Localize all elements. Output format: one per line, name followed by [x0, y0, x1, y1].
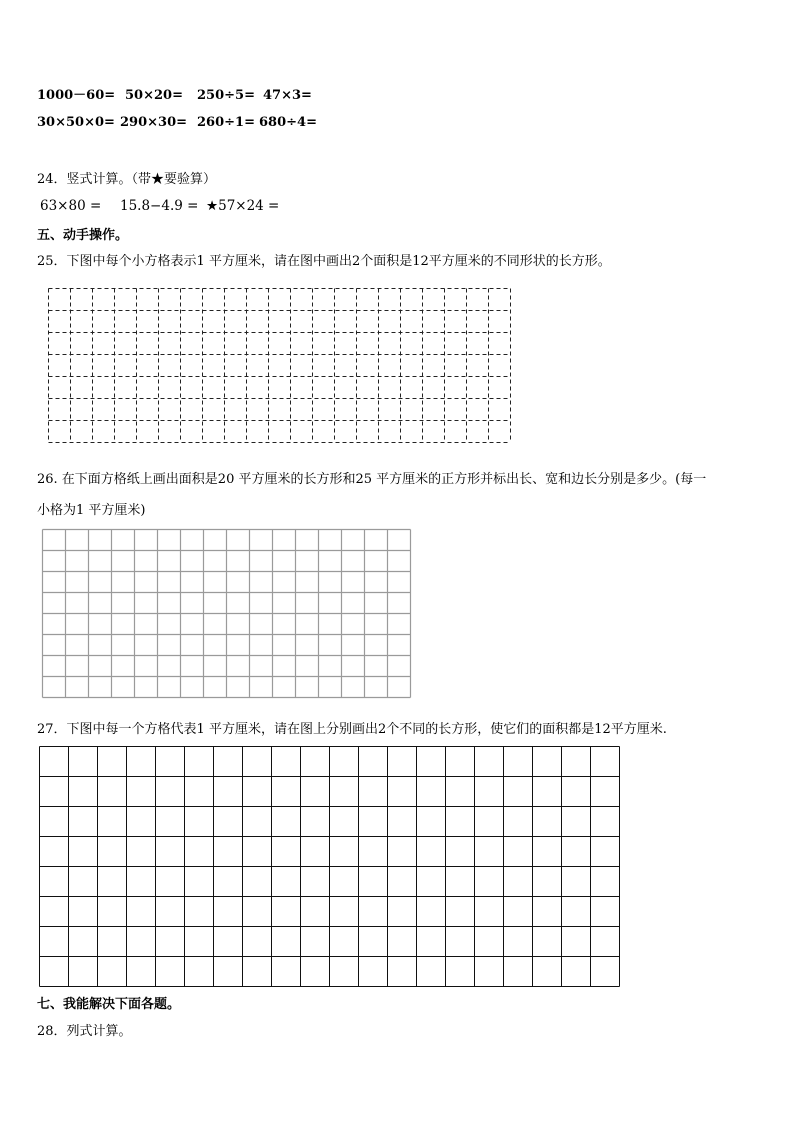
mental-math-row-1	[37, 84, 312, 103]
section-7-heading: 七、我能解决下面各题。	[37, 997, 181, 1012]
q26-text-line-1: 26. 在下面方格纸上画出面积是20 平方厘米的长方形和25 平方厘米的正方形并标出长、宽和边长分别是多少。(每一	[37, 472, 707, 487]
q24-item: ★57×24 =	[206, 198, 280, 214]
q26-text-line-2: 小格为1 平方厘米)	[37, 503, 146, 518]
q24-items	[40, 198, 279, 214]
q24-title: 24．竖式计算。（带★要验算）	[37, 172, 217, 187]
q24-item: 63×80 =	[40, 198, 102, 214]
q26-gray-grid[interactable]	[42, 529, 414, 701]
mental-math-row-2	[37, 115, 317, 130]
mental-math-item: 680÷4=	[259, 115, 317, 130]
mental-math-item: 50×20=	[125, 88, 183, 103]
q27-solid-grid[interactable]	[39, 746, 619, 990]
q28-text: 28．列式计算。	[37, 1024, 132, 1039]
mental-math-item: 30×50×0=	[37, 115, 115, 130]
mental-math-item: 290×30=	[120, 115, 188, 130]
q27-text: 27．下图中每一个方格代表1 平方厘米，请在图上分别画出2个不同的长方形，使它们的面积都是12平方厘米.	[37, 722, 667, 737]
q24-item: 15.8−4.9 =	[120, 198, 199, 214]
q25-dashed-grid[interactable]	[48, 288, 518, 448]
mental-math-item: 47×3=	[263, 88, 312, 103]
mental-math-item: 260÷1=	[197, 115, 255, 130]
q25-text: 25．下图中每个小方格表示1 平方厘米，请在图中画出2个面积是12平方厘米的不同形状的长方形。	[37, 254, 611, 269]
mental-math-item: 1000－60=	[37, 88, 116, 103]
mental-math-item: 250÷5=	[197, 88, 255, 103]
section-5-heading: 五、动手操作。	[37, 228, 129, 243]
